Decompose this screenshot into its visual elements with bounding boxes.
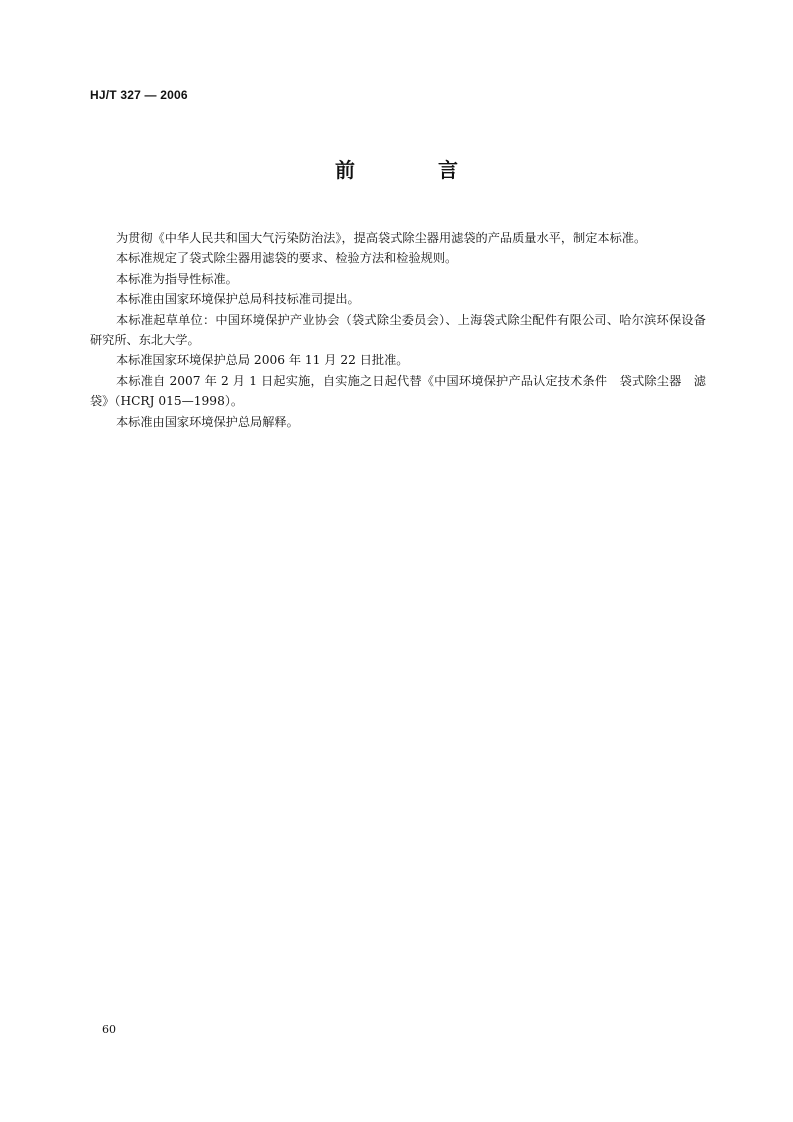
paragraph: 本标准国家环境保护总局 2006 年 11 月 22 日批准。 bbox=[116, 353, 409, 368]
paragraph: 为贯彻《中华人民共和国大气污染防治法》，提高袋式除尘器用滤袋的产品质量水平，制定本标准。 bbox=[116, 231, 647, 245]
paragraph: 本标准自 2007 年 2 月 1 日起实施，自实施之日起代替《中国环境保护产品认定技术条件 袋式除尘器 滤袋》（HCRJ 015—1998）。 bbox=[90, 373, 706, 409]
paragraph: 本标准由国家环境保护总局科技标准司提出。 bbox=[116, 292, 360, 307]
document-body bbox=[90, 228, 706, 432]
paragraph: 本标准起草单位：中国环境保护产业协会（袋式除尘委员会）、上海袋式除尘配件有限公司、哈尔滨环保设备研究所、东北大学。 bbox=[90, 312, 706, 348]
paragraph: 本标准由国家环境保护总局解释。 bbox=[116, 414, 299, 429]
paragraph: 本标准规定了袋式除尘器用滤袋的要求、检验方法和检验规则。 bbox=[116, 251, 458, 266]
standard-code: HJ/T 327 — 2006 bbox=[90, 88, 188, 102]
page-title: 前 言 bbox=[335, 158, 496, 182]
paragraph: 本标准为指导性标准。 bbox=[116, 271, 238, 286]
page-number: 60 bbox=[102, 1023, 116, 1036]
